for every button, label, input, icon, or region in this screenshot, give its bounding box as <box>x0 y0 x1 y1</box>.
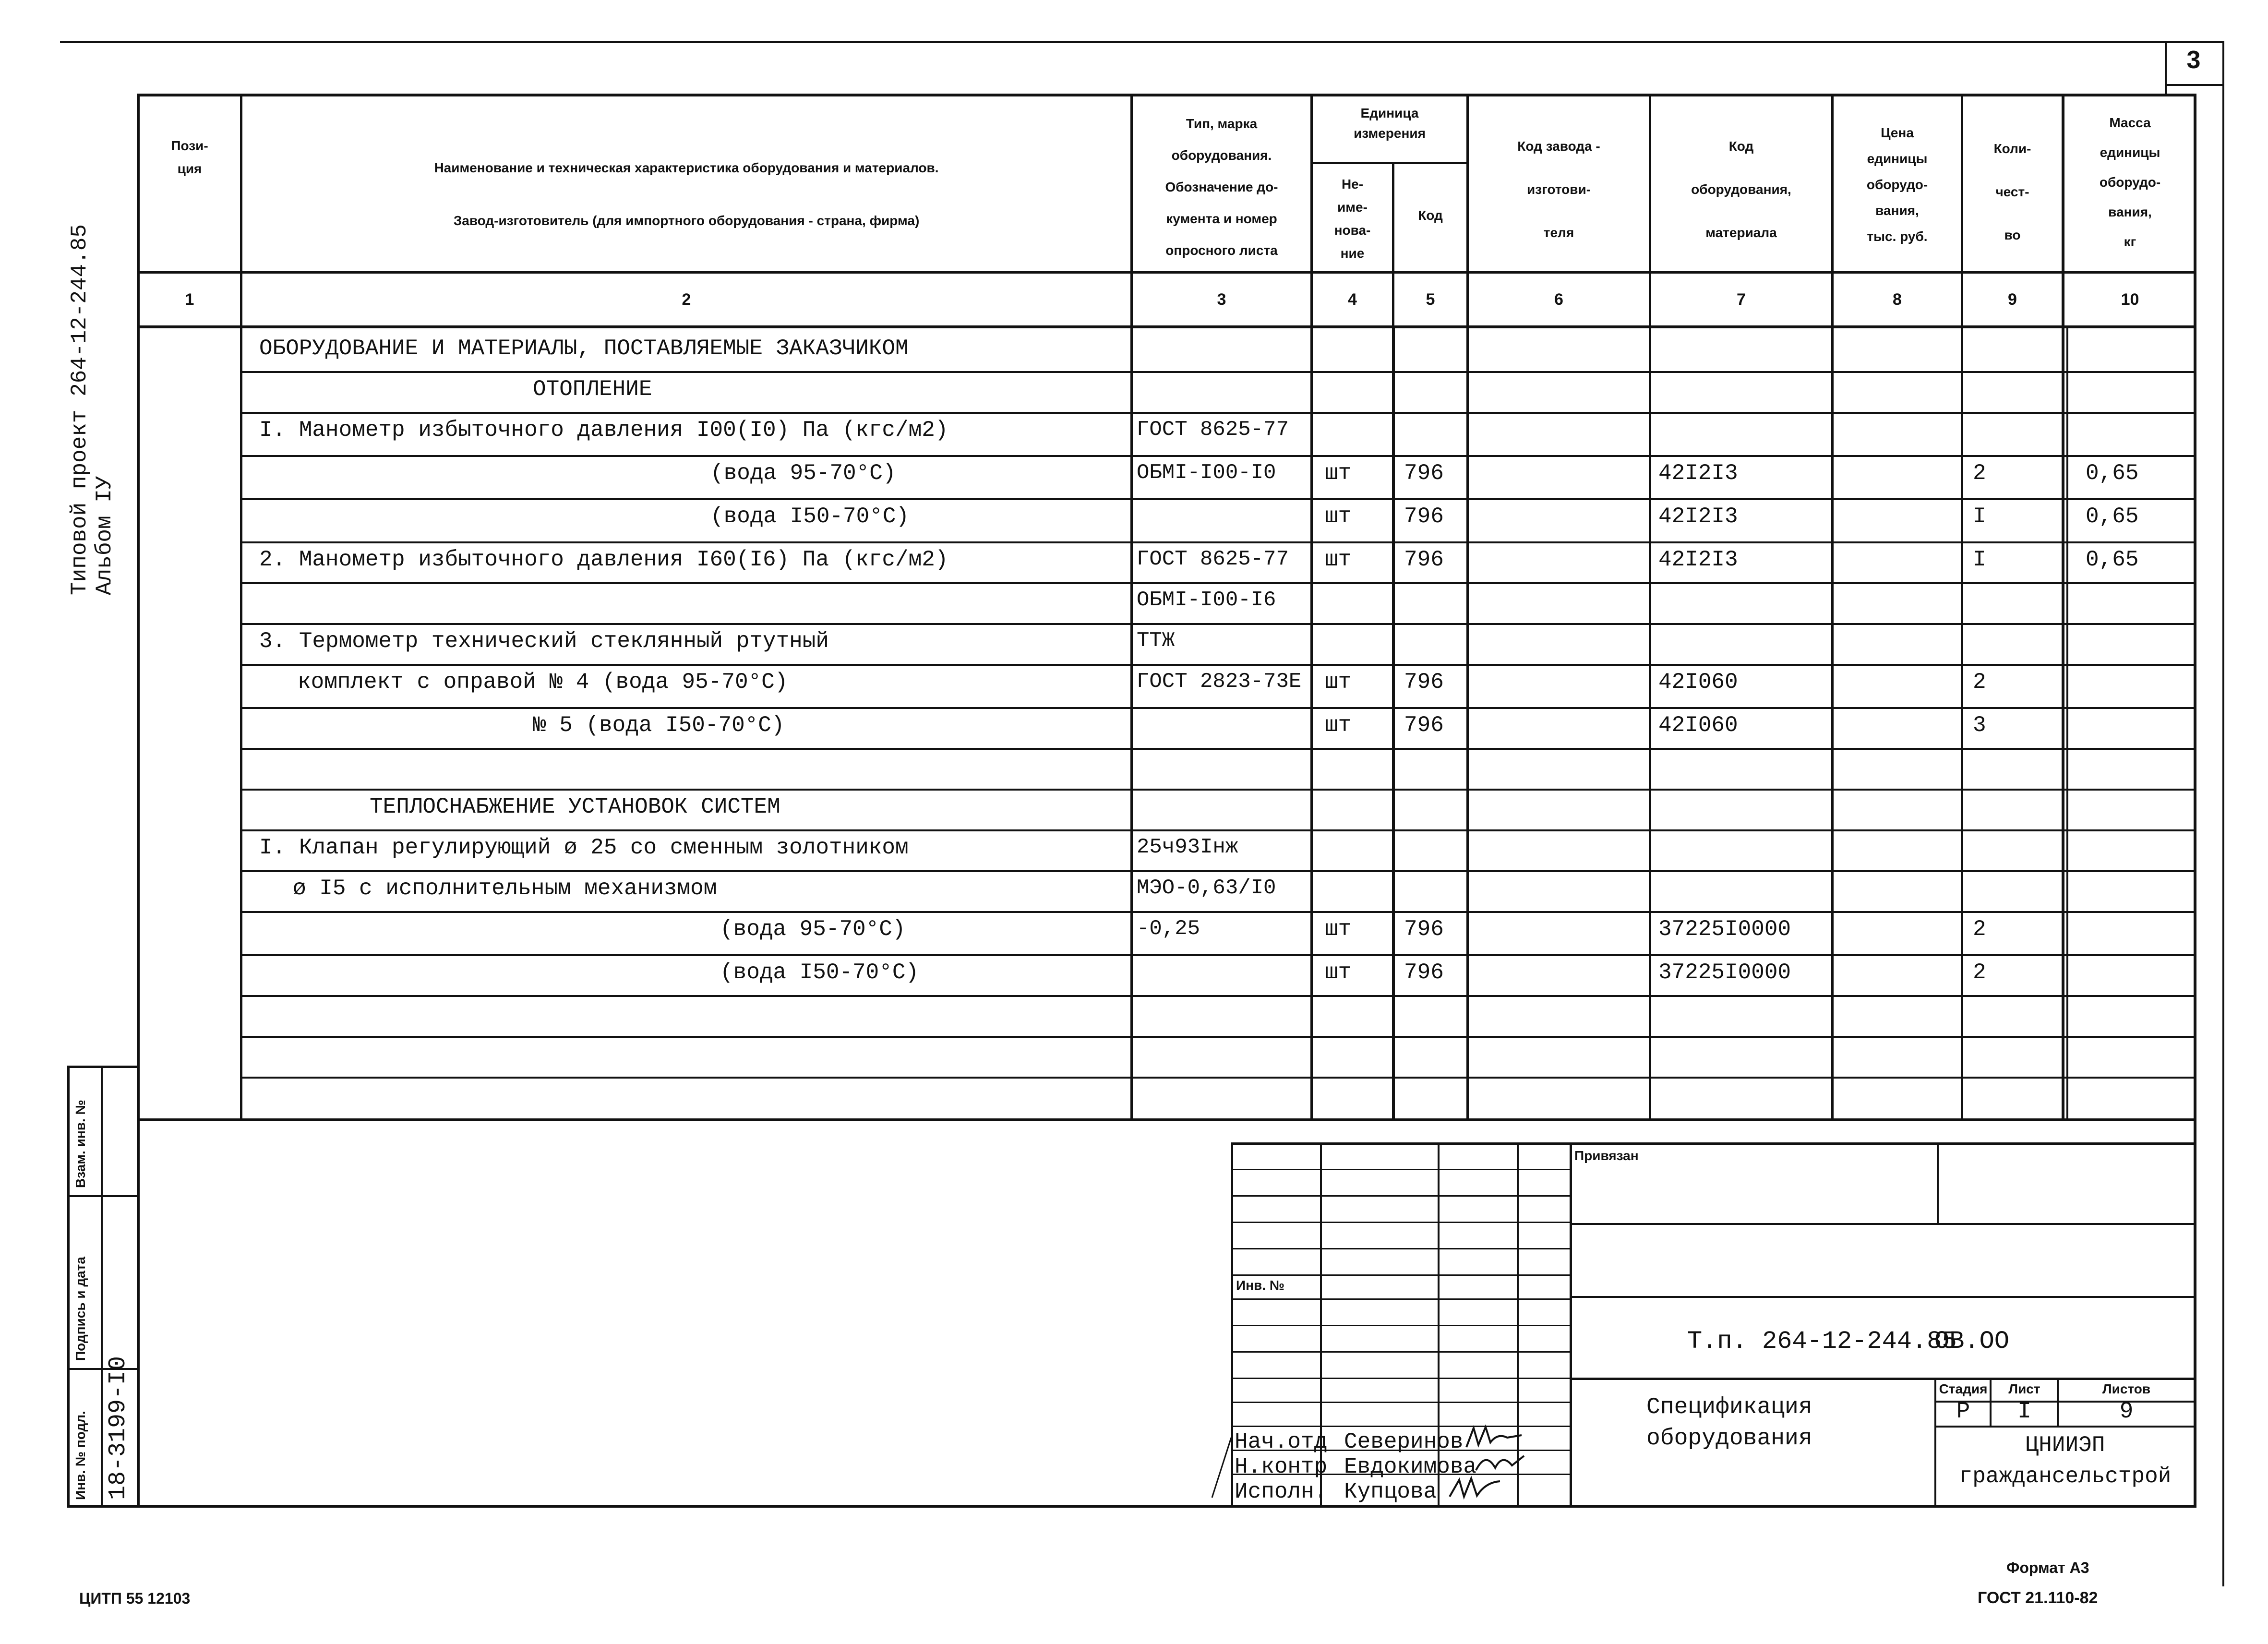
signature-3 <box>1447 1473 1505 1501</box>
row-line <box>242 911 2194 913</box>
tb-grid-line <box>1231 1222 1572 1223</box>
tb-doc-bottom <box>1570 1378 2194 1380</box>
tb-stage-v2 <box>2057 1378 2059 1426</box>
tb-stage-label: Стадия <box>1939 1381 1988 1396</box>
row-line <box>242 455 2194 457</box>
row-c9: I <box>1973 504 1986 529</box>
colnum-8: 8 <box>1893 290 1902 309</box>
tb-stage-value: Р <box>1956 1399 1970 1425</box>
row-c4: шт <box>1325 960 1352 985</box>
row-name: ОТОПЛЕНИЕ <box>533 377 652 402</box>
tb-doc-top <box>1570 1296 2194 1298</box>
header-bottom <box>137 271 2194 274</box>
colnum-7: 7 <box>1737 290 1746 309</box>
row-line <box>242 541 2194 543</box>
row-c7: 37225I0000 <box>1658 960 1791 985</box>
row-line <box>242 707 2194 709</box>
colnum-1: 1 <box>185 290 194 309</box>
hdr-col8: Цена единицы оборудо- вания, тыс. руб. <box>1866 125 1928 244</box>
stamp-inv-podl: Инв. № подл. <box>73 1411 88 1500</box>
hdr-col2: Наименование и техническая характеристика оборудования и материалов. Завод-изготовитель (для импортного оборудования - страна, фирма) <box>434 160 939 228</box>
tb-grid-line <box>1231 1402 1572 1403</box>
tb-sheets-value: 9 <box>2119 1399 2134 1425</box>
col-line-9b <box>2066 326 2068 1118</box>
colnum-5: 5 <box>1426 290 1435 309</box>
tb-title-line2: оборудования <box>1646 1426 1812 1452</box>
staff-name-3: Купцова <box>1344 1479 1437 1504</box>
row-name: 3. Термометр технический стеклянный ртутный <box>259 629 829 654</box>
row-name: 2. Манометр избыточного давления I60(I6) Па (кгс/м2) <box>259 547 948 572</box>
row-line <box>242 371 2194 373</box>
hdr-col5: Код <box>1418 208 1443 223</box>
tb-doc-code: Т.п. 264-12-244.85 <box>1687 1327 1957 1356</box>
table-bottom <box>137 1118 2194 1121</box>
row-name: (вода I50-70°С) <box>720 960 919 985</box>
footer-left: ЦИТП 55 12103 <box>79 1590 191 1607</box>
row-c9: 2 <box>1973 917 1986 942</box>
frame-top <box>137 94 2194 96</box>
row-c7: 42I2I3 <box>1658 461 1738 486</box>
tb-org-line1: ЦНИИЭП <box>2025 1433 2105 1458</box>
row-name: ø I5 с исполнительным механизмом <box>293 876 717 901</box>
side-title-line2: Альбом IУ <box>92 476 117 595</box>
row-c3: 25ч93Iнж <box>1137 835 1238 859</box>
col-line-1 <box>240 94 242 1118</box>
row-c9: 2 <box>1973 670 1986 695</box>
row-name: (вода 95-70°С) <box>710 461 896 486</box>
tb-grid-line <box>1231 1325 1572 1326</box>
row-c4: шт <box>1325 670 1352 695</box>
tb-doc-mark: ОВ.ОО <box>1934 1327 2010 1356</box>
row-line <box>242 412 2194 414</box>
tb-top <box>1231 1142 2194 1145</box>
row-c3: МЭО-0,63/I0 <box>1137 876 1276 900</box>
row-c4: шт <box>1325 547 1352 572</box>
row-c10: 0,65 <box>2086 547 2139 572</box>
row-c3: ОБМI-I00-I6 <box>1137 588 1276 612</box>
row-c4: шт <box>1325 917 1352 942</box>
col-line-4b <box>1392 326 1395 1118</box>
row-c5: 796 <box>1404 670 1444 695</box>
colnum-4: 4 <box>1348 290 1357 309</box>
row-line <box>242 1036 2194 1038</box>
tb-grid-line <box>1231 1378 1572 1379</box>
tb-sheet-value: I <box>2017 1399 2031 1425</box>
row-line <box>242 954 2194 956</box>
row-c7: 42I060 <box>1658 713 1738 738</box>
row-name: № 5 (вода I50-70°С) <box>533 713 785 738</box>
row-name: (вода I50-70°С) <box>710 504 910 529</box>
page-box-bottom <box>2165 84 2222 86</box>
staff-role-2: Н.контр <box>1235 1454 1328 1479</box>
stamp-inv-value: 18-3199-I0 <box>105 1356 132 1500</box>
row-line <box>242 1077 2194 1079</box>
row-name: комплект с оправой № 4 (вода 95-70°С) <box>298 670 788 695</box>
numbers-bottom <box>137 325 2194 328</box>
tb-grid-line <box>1231 1298 1572 1300</box>
row-c7: 42I2I3 <box>1658 504 1738 529</box>
row-c10: 0,65 <box>2086 504 2139 529</box>
tb-sheet-label: Лист <box>2008 1381 2040 1396</box>
hdr-col6: Код завода - изготови- теля <box>1517 139 1600 240</box>
row-c9: 2 <box>1973 461 1986 486</box>
tb-sheets-label: Листов <box>2102 1381 2151 1396</box>
hdr-unit-group: Единица измерения <box>1354 106 1426 141</box>
row-c5: 796 <box>1404 461 1444 486</box>
tb-stage-div2 <box>1934 1426 2194 1428</box>
row-line <box>242 498 2194 500</box>
row-c5: 796 <box>1404 713 1444 738</box>
top-rule <box>60 41 2222 43</box>
stamp-left <box>67 1066 70 1507</box>
pen-stroke <box>1207 1435 1236 1502</box>
signature-2 <box>1474 1449 1526 1475</box>
row-name: I. Клапан регулирующий ø 25 со сменным золотником <box>259 835 909 860</box>
row-c7: 42I2I3 <box>1658 547 1738 572</box>
staff-role-1: Нач.отд <box>1235 1429 1328 1454</box>
hdr-col7: Код оборудования, материала <box>1691 139 1791 240</box>
staff-role-3: Исполн. <box>1235 1479 1328 1504</box>
frame-right <box>2194 94 2196 1507</box>
row-c3: ТТЖ <box>1137 629 1175 653</box>
colnum-6: 6 <box>1554 290 1563 309</box>
frame-bottom <box>67 1505 2196 1508</box>
row-line <box>242 995 2194 997</box>
row-c7: 42I060 <box>1658 670 1738 695</box>
stamp-vzam: Взам. инв. № <box>73 1100 88 1188</box>
stamp-podpis: Подпись и дата <box>73 1257 88 1361</box>
tb-privyazan: Привязан <box>1574 1148 1639 1163</box>
row-c5: 796 <box>1404 547 1444 572</box>
tb-grid-line <box>1231 1169 1572 1170</box>
row-name: I. Манометр избыточного давления I00(I0) Па (кгс/м2) <box>259 418 948 443</box>
hdr-col10: Масса единицы оборудо- вания, кг <box>2099 115 2161 249</box>
row-c9: 3 <box>1973 713 1986 738</box>
unit-group-line <box>1310 162 1469 164</box>
colnum-10: 10 <box>2121 290 2139 309</box>
row-c9: I <box>1973 547 1986 572</box>
staff-name-1: Северинов <box>1344 1429 1464 1454</box>
colnum-3: 3 <box>1217 290 1226 309</box>
colnum-9: 9 <box>2008 290 2017 309</box>
row-line <box>242 748 2194 750</box>
row-c4: шт <box>1325 504 1352 529</box>
row-c5: 796 <box>1404 960 1444 985</box>
row-c3: -0,25 <box>1137 917 1200 941</box>
row-c4: шт <box>1325 713 1352 738</box>
hdr-col9: Коли- чест- во <box>1993 141 2031 242</box>
row-c10: 0,65 <box>2086 461 2139 486</box>
row-c5: 796 <box>1404 504 1444 529</box>
row-c3: ГОСТ 8625-77 <box>1137 547 1289 571</box>
tb-grid-line <box>1231 1195 1572 1197</box>
row-line <box>242 870 2194 872</box>
tb-grid-line <box>1231 1274 1572 1276</box>
side-title-line1: Типовой проект 264-12-244.85 <box>67 224 92 595</box>
row-c5: 796 <box>1404 917 1444 942</box>
hdr-col3: Тип, марка оборудования. Обозначение до- кумента и номер опросного листа <box>1165 116 1278 258</box>
footer-format: Формат А3 <box>2006 1559 2089 1576</box>
stamp-mid <box>101 1066 103 1507</box>
row-c3: ОБМI-I00-I0 <box>1137 461 1276 485</box>
row-c9: 2 <box>1973 960 1986 985</box>
row-c3: ГОСТ 2823-73Е <box>1137 670 1302 694</box>
page-number: 3 <box>2186 46 2201 74</box>
row-c3: ГОСТ 8625-77 <box>1137 418 1289 442</box>
outer-right-rule <box>2222 41 2224 1586</box>
signature-1 <box>1464 1423 1526 1452</box>
staff-name-2: Евдокимова <box>1344 1454 1477 1479</box>
col-line-9 <box>2062 94 2064 1118</box>
tb-grid-line <box>1231 1351 1572 1353</box>
hdr-col4: Не- име- нова- ние <box>1334 177 1371 261</box>
row-line <box>242 623 2194 625</box>
tb-grid-line <box>1231 1248 1572 1249</box>
tb-v5 <box>1937 1142 1939 1224</box>
footer-gost: ГОСТ 21.110-82 <box>1978 1589 2098 1607</box>
tb-privyazan-bottom <box>1570 1223 2194 1225</box>
row-line <box>242 664 2194 666</box>
tb-stage-v1 <box>1990 1378 1992 1426</box>
colnum-2: 2 <box>682 290 691 309</box>
row-name: (вода 95-70°С) <box>720 917 906 942</box>
hdr-col1: Пози- ция <box>171 138 208 176</box>
stamp-top <box>67 1066 139 1068</box>
tb-org-line2: граждансельстрой <box>1959 1464 2172 1489</box>
row-line <box>242 582 2194 584</box>
tb-inv-no: Инв. № <box>1236 1278 1285 1293</box>
stamp-div1 <box>67 1195 139 1197</box>
row-c7: 37225I0000 <box>1658 917 1791 942</box>
row-name: ОБОРУДОВАНИЕ И МАТЕРИАЛЫ, ПОСТАВЛЯЕМЫЕ ЗАКАЗЧИКОМ <box>259 336 909 361</box>
row-name: ТЕПЛОСНАБЖЕНИЕ УСТАНОВОК СИСТЕМ <box>370 794 780 819</box>
tb-v6 <box>1934 1378 1936 1507</box>
row-line <box>242 829 2194 831</box>
tb-title-line1: Спецификация <box>1646 1394 1812 1420</box>
row-line <box>242 789 2194 791</box>
row-c4: шт <box>1325 461 1352 486</box>
